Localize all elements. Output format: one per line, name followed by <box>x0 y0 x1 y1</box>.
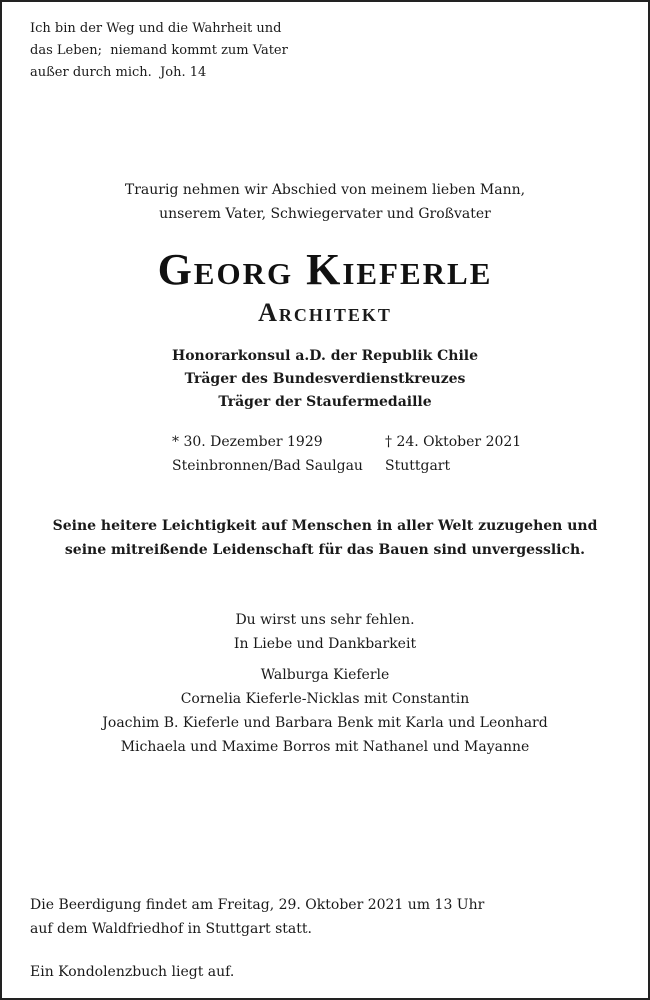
funeral-line: auf dem Waldfriedhof in Stuttgart statt. <box>30 921 312 937</box>
mourner-item: Joachim B. Kieferle und Barbara Benk mit Karla und Leonhard <box>102 715 548 731</box>
birth-date: * 30. Dezember 1929 <box>172 434 323 450</box>
bible-verse-line: das Leben; niemand kommt zum Vater <box>30 43 288 58</box>
bible-verse <box>30 18 288 84</box>
honor-item: Träger der Staufermedaille <box>218 394 432 410</box>
farewell-line: Du wirst uns sehr fehlen. <box>235 612 415 628</box>
tribute-line: seine mitreißende Leidenschaft für das Bauen sind unvergesslich. <box>64 542 586 558</box>
deceased-profession: Architekt <box>258 298 392 327</box>
funeral-line: Die Beerdigung findet am Freitag, 29. Oktober 2021 um 13 Uhr <box>30 897 485 913</box>
mourner-item: Walburga Kieferle <box>260 667 390 683</box>
mourner-item: Cornelia Kieferle-Nicklas mit Constantin <box>180 691 470 707</box>
honor-item: Träger des Bundesverdienstkreuzes <box>184 371 466 387</box>
bible-verse-line: Ich bin der Weg und die Wahrheit und <box>30 21 282 36</box>
tribute-line: Seine heitere Leichtigkeit auf Menschen in aller Welt zuzugehen und <box>52 518 598 534</box>
bible-verse-line: außer durch mich. Joh. 14 <box>30 65 207 80</box>
farewell-line: In Liebe und Dankbarkeit <box>233 636 417 652</box>
mourner-item: Michaela und Maxime Borros mit Nathanel und Mayanne <box>120 739 530 755</box>
deceased-name: Georg Kieferle <box>157 245 493 294</box>
intro-text <box>2 178 648 226</box>
honor-item: Honorarkonsul a.D. der Republik Chile <box>171 348 479 364</box>
death-place: Stuttgart <box>385 458 451 474</box>
tribute-text <box>2 514 648 562</box>
mourners-list <box>2 663 648 759</box>
farewell-text <box>2 608 648 656</box>
intro-line: unserem Vater, Schwiegervater und Großvater <box>159 206 491 222</box>
birth-info <box>172 430 363 478</box>
funeral-info <box>30 893 484 941</box>
death-date: † 24. Oktober 2021 <box>385 434 522 450</box>
intro-line: Traurig nehmen wir Abschied von meinem lieben Mann, <box>124 182 526 198</box>
death-info <box>385 430 521 478</box>
condolence-note: Ein Kondolenzbuch liegt auf. <box>30 964 235 980</box>
birth-place: Steinbronnen/Bad Saulgau <box>172 458 363 474</box>
honors-list <box>2 345 648 414</box>
